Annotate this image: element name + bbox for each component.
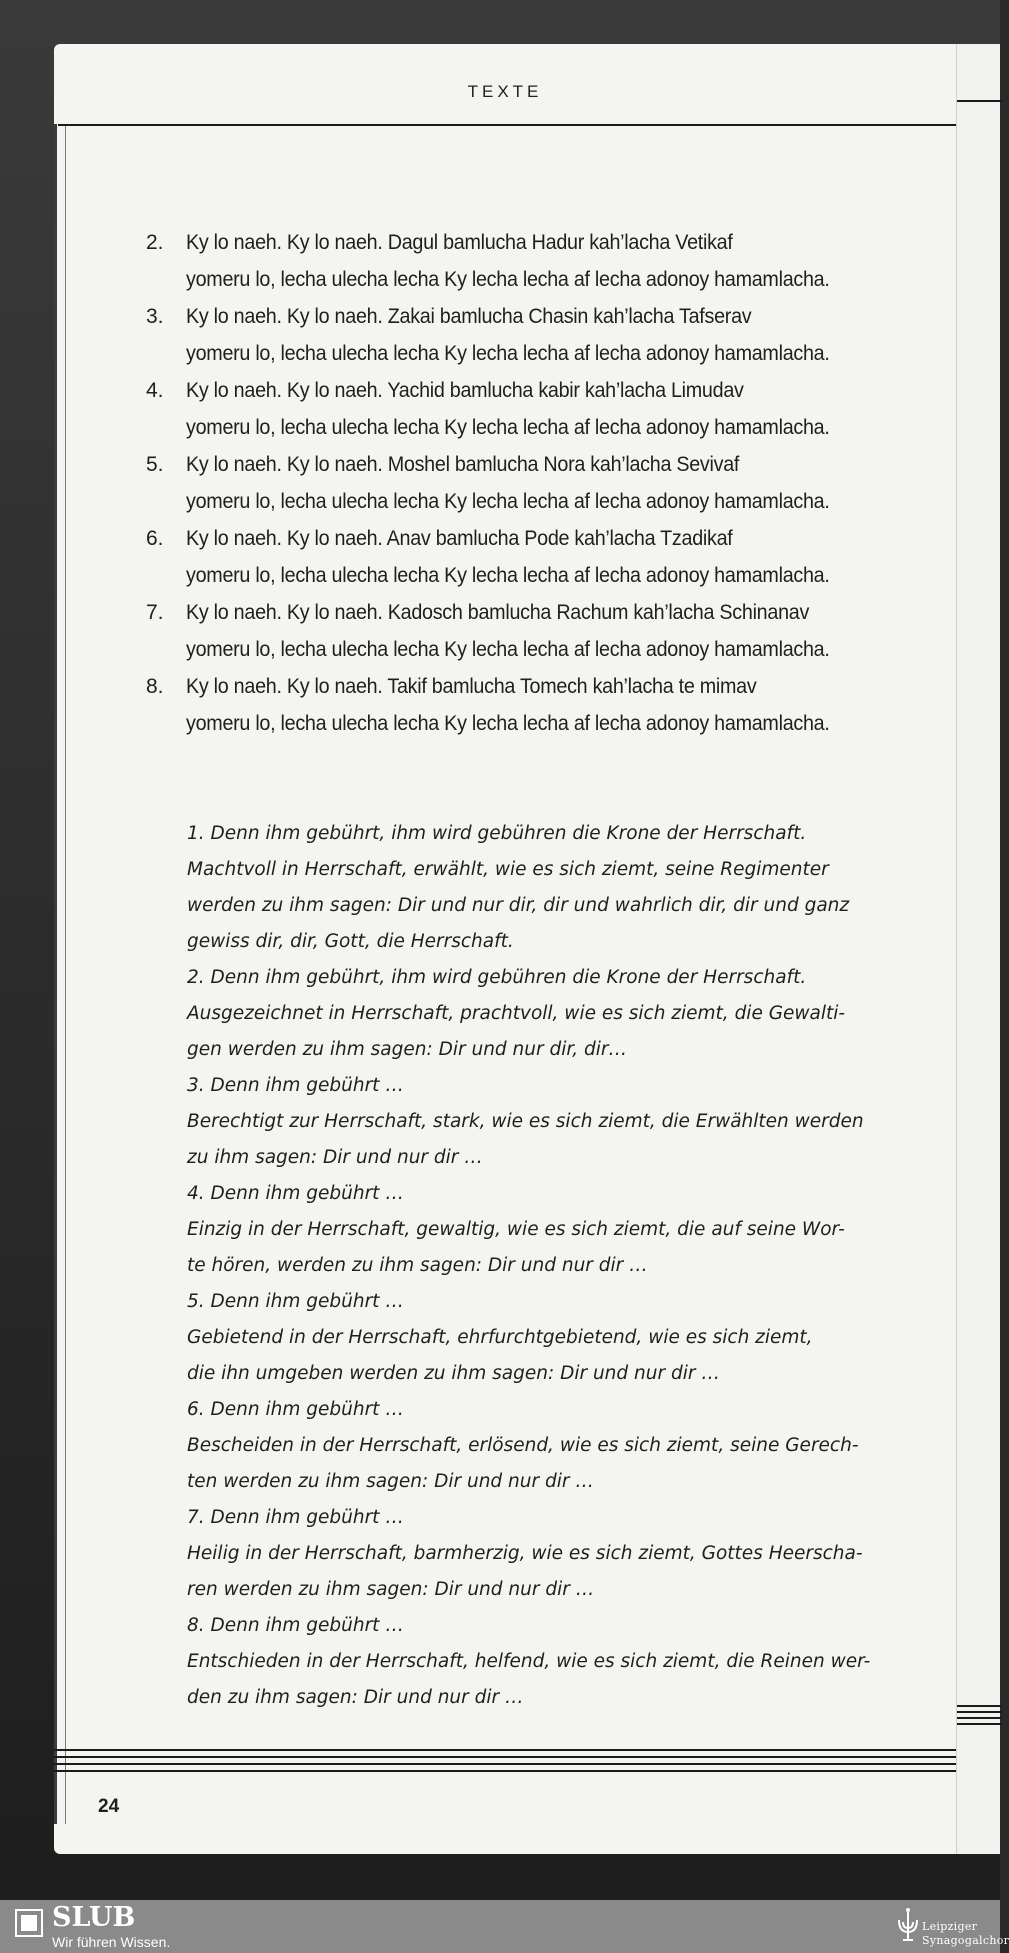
- translation-line: werden zu ihm sagen: Dir und nur dir, dir und wahrlich dir, dir und ganz: [187, 895, 850, 916]
- translation-line: Entschieden in der Herrschaft, helfend, wie es sich ziemt, die Reinen wer-: [187, 1651, 871, 1672]
- menorah-icon: [893, 1906, 923, 1946]
- verse-line: Ky lo naeh. Ky lo naeh. Zakai bamlucha Chasin kah’lacha Tafserav: [186, 305, 752, 328]
- translation-line: 1. Denn ihm gebührt, ihm wird gebühren die Krone der Herrschaft.: [187, 823, 807, 844]
- verse-line: Ky lo naeh. Ky lo naeh. Takif bamlucha Tomech kah’lacha te mimav: [186, 675, 757, 698]
- translation-line: 3. Denn ihm gebührt …: [187, 1075, 404, 1096]
- translation-line: gen werden zu ihm sagen: Dir und nur dir, dir…: [187, 1039, 628, 1060]
- verse-item: [146, 372, 926, 446]
- translation-line: Machtvoll in Herrschaft, erwählt, wie es sich ziemt, seine Regimenter: [187, 859, 829, 880]
- verse-item: [146, 224, 926, 298]
- translation-line: te hören, werden zu ihm sagen: Dir und nur dir …: [187, 1255, 648, 1276]
- document-page: [54, 44, 956, 1854]
- verse-item: [146, 298, 926, 372]
- translation-line: 7. Denn ihm gebührt …: [187, 1507, 404, 1528]
- verse-line: yomeru lo, lecha ulecha lecha Ky lecha lecha af lecha adonoy hamamlacha.: [186, 490, 830, 513]
- verse-line: Ky lo naeh. Ky lo naeh. Kadosch bamlucha Rachum kah’lacha Schinanav: [186, 601, 810, 624]
- library-name: SLUB: [52, 1902, 136, 1933]
- translation-line: Berechtigt zur Herrschaft, stark, wie es sich ziemt, die Erwählten werden: [187, 1111, 864, 1132]
- translation-line: 8. Denn ihm gebührt …: [187, 1615, 404, 1636]
- verse-number: 3.: [146, 305, 164, 328]
- verse-number: 8.: [146, 675, 164, 698]
- translation-line: ten werden zu ihm sagen: Dir und nur dir …: [187, 1471, 594, 1492]
- running-head: TEXTE: [467, 82, 543, 101]
- verse-line: Ky lo naeh. Ky lo naeh. Moshel bamlucha Nora kah’lacha Sevivaf: [186, 453, 740, 476]
- library-tagline: Wir führen Wissen.: [52, 1934, 171, 1950]
- slub-logo-icon: [14, 1908, 44, 1938]
- translation-line: 6. Denn ihm gebührt …: [187, 1399, 404, 1420]
- verse-number: 4.: [146, 379, 164, 402]
- translation-line: die ihn umgeben werden zu ihm sagen: Dir und nur dir …: [187, 1363, 720, 1384]
- transliterated-verse-list: [146, 224, 926, 742]
- verse-line: yomeru lo, lecha ulecha lecha Ky lecha lecha af lecha adonoy hamamlacha.: [186, 638, 830, 661]
- partner-name-line1: Leipziger: [922, 1920, 978, 1933]
- translation-line: zu ihm sagen: Dir und nur dir …: [187, 1147, 483, 1168]
- partner-name-line2: Synagogalchor: [922, 1934, 1009, 1947]
- verse-line: Ky lo naeh. Ky lo naeh. Anav bamlucha Pode kah’lacha Tzadikaf: [186, 527, 733, 550]
- viewer-footer-bar: [0, 1900, 1009, 1953]
- verse-item: [146, 446, 926, 520]
- translation-line: 5. Denn ihm gebührt …: [187, 1291, 404, 1312]
- verse-line: yomeru lo, lecha ulecha lecha Ky lecha lecha af lecha adonoy hamamlacha.: [186, 342, 830, 365]
- translation-line: Gebietend in der Herrschaft, ehrfurchtgebietend, wie es sich ziemt,: [187, 1327, 813, 1348]
- translation-line: Bescheiden in der Herrschaft, erlösend, wie es sich ziemt, seine Gerech-: [187, 1435, 859, 1456]
- translation-line: 2. Denn ihm gebührt, ihm wird gebühren die Krone der Herrschaft.: [187, 967, 807, 988]
- translation-line: ren werden zu ihm sagen: Dir und nur dir …: [187, 1579, 595, 1600]
- verse-item: [146, 668, 926, 742]
- translation-line: 4. Denn ihm gebührt …: [187, 1183, 404, 1204]
- header-rule: [58, 124, 956, 126]
- page-number: 24: [98, 1796, 120, 1817]
- translation-line: Heilig in der Herrschaft, barmherzig, wie es sich ziemt, Gottes Heerscha-: [187, 1543, 863, 1564]
- facing-page-edge: [955, 44, 1000, 1854]
- verse-number: 2.: [146, 231, 164, 254]
- verse-item: [146, 594, 926, 668]
- translation-line: den zu ihm sagen: Dir und nur dir …: [187, 1687, 524, 1708]
- verse-number: 5.: [146, 453, 164, 476]
- verse-line: yomeru lo, lecha ulecha lecha Ky lecha lecha af lecha adonoy hamamlacha.: [186, 712, 830, 735]
- verse-number: 7.: [146, 601, 164, 624]
- translation-line: Ausgezeichnet in Herrschaft, prachtvoll, wie es sich ziemt, die Gewalti-: [187, 1003, 846, 1024]
- translation-line: Einzig in der Herrschaft, gewaltig, wie es sich ziemt, die auf seine Wor-: [187, 1219, 845, 1240]
- verse-line: yomeru lo, lecha ulecha lecha Ky lecha lecha af lecha adonoy hamamlacha.: [186, 416, 830, 439]
- verse-line: Ky lo naeh. Ky lo naeh. Dagul bamlucha Hadur kah’lacha Vetikaf: [186, 231, 733, 254]
- page-spine-shadow: [54, 124, 66, 1824]
- verse-item: [146, 520, 926, 594]
- german-translation: [187, 816, 937, 1716]
- translation-line: gewiss dir, dir, Gott, die Herrschaft.: [187, 931, 514, 952]
- verse-line: Ky lo naeh. Ky lo naeh. Yachid bamlucha kabir kah’lacha Limudav: [186, 379, 744, 402]
- verse-line: yomeru lo, lecha ulecha lecha Ky lecha lecha af lecha adonoy hamamlacha.: [186, 564, 830, 587]
- verse-line: yomeru lo, lecha ulecha lecha Ky lecha lecha af lecha adonoy hamamlacha.: [186, 268, 830, 291]
- verse-number: 6.: [146, 527, 164, 550]
